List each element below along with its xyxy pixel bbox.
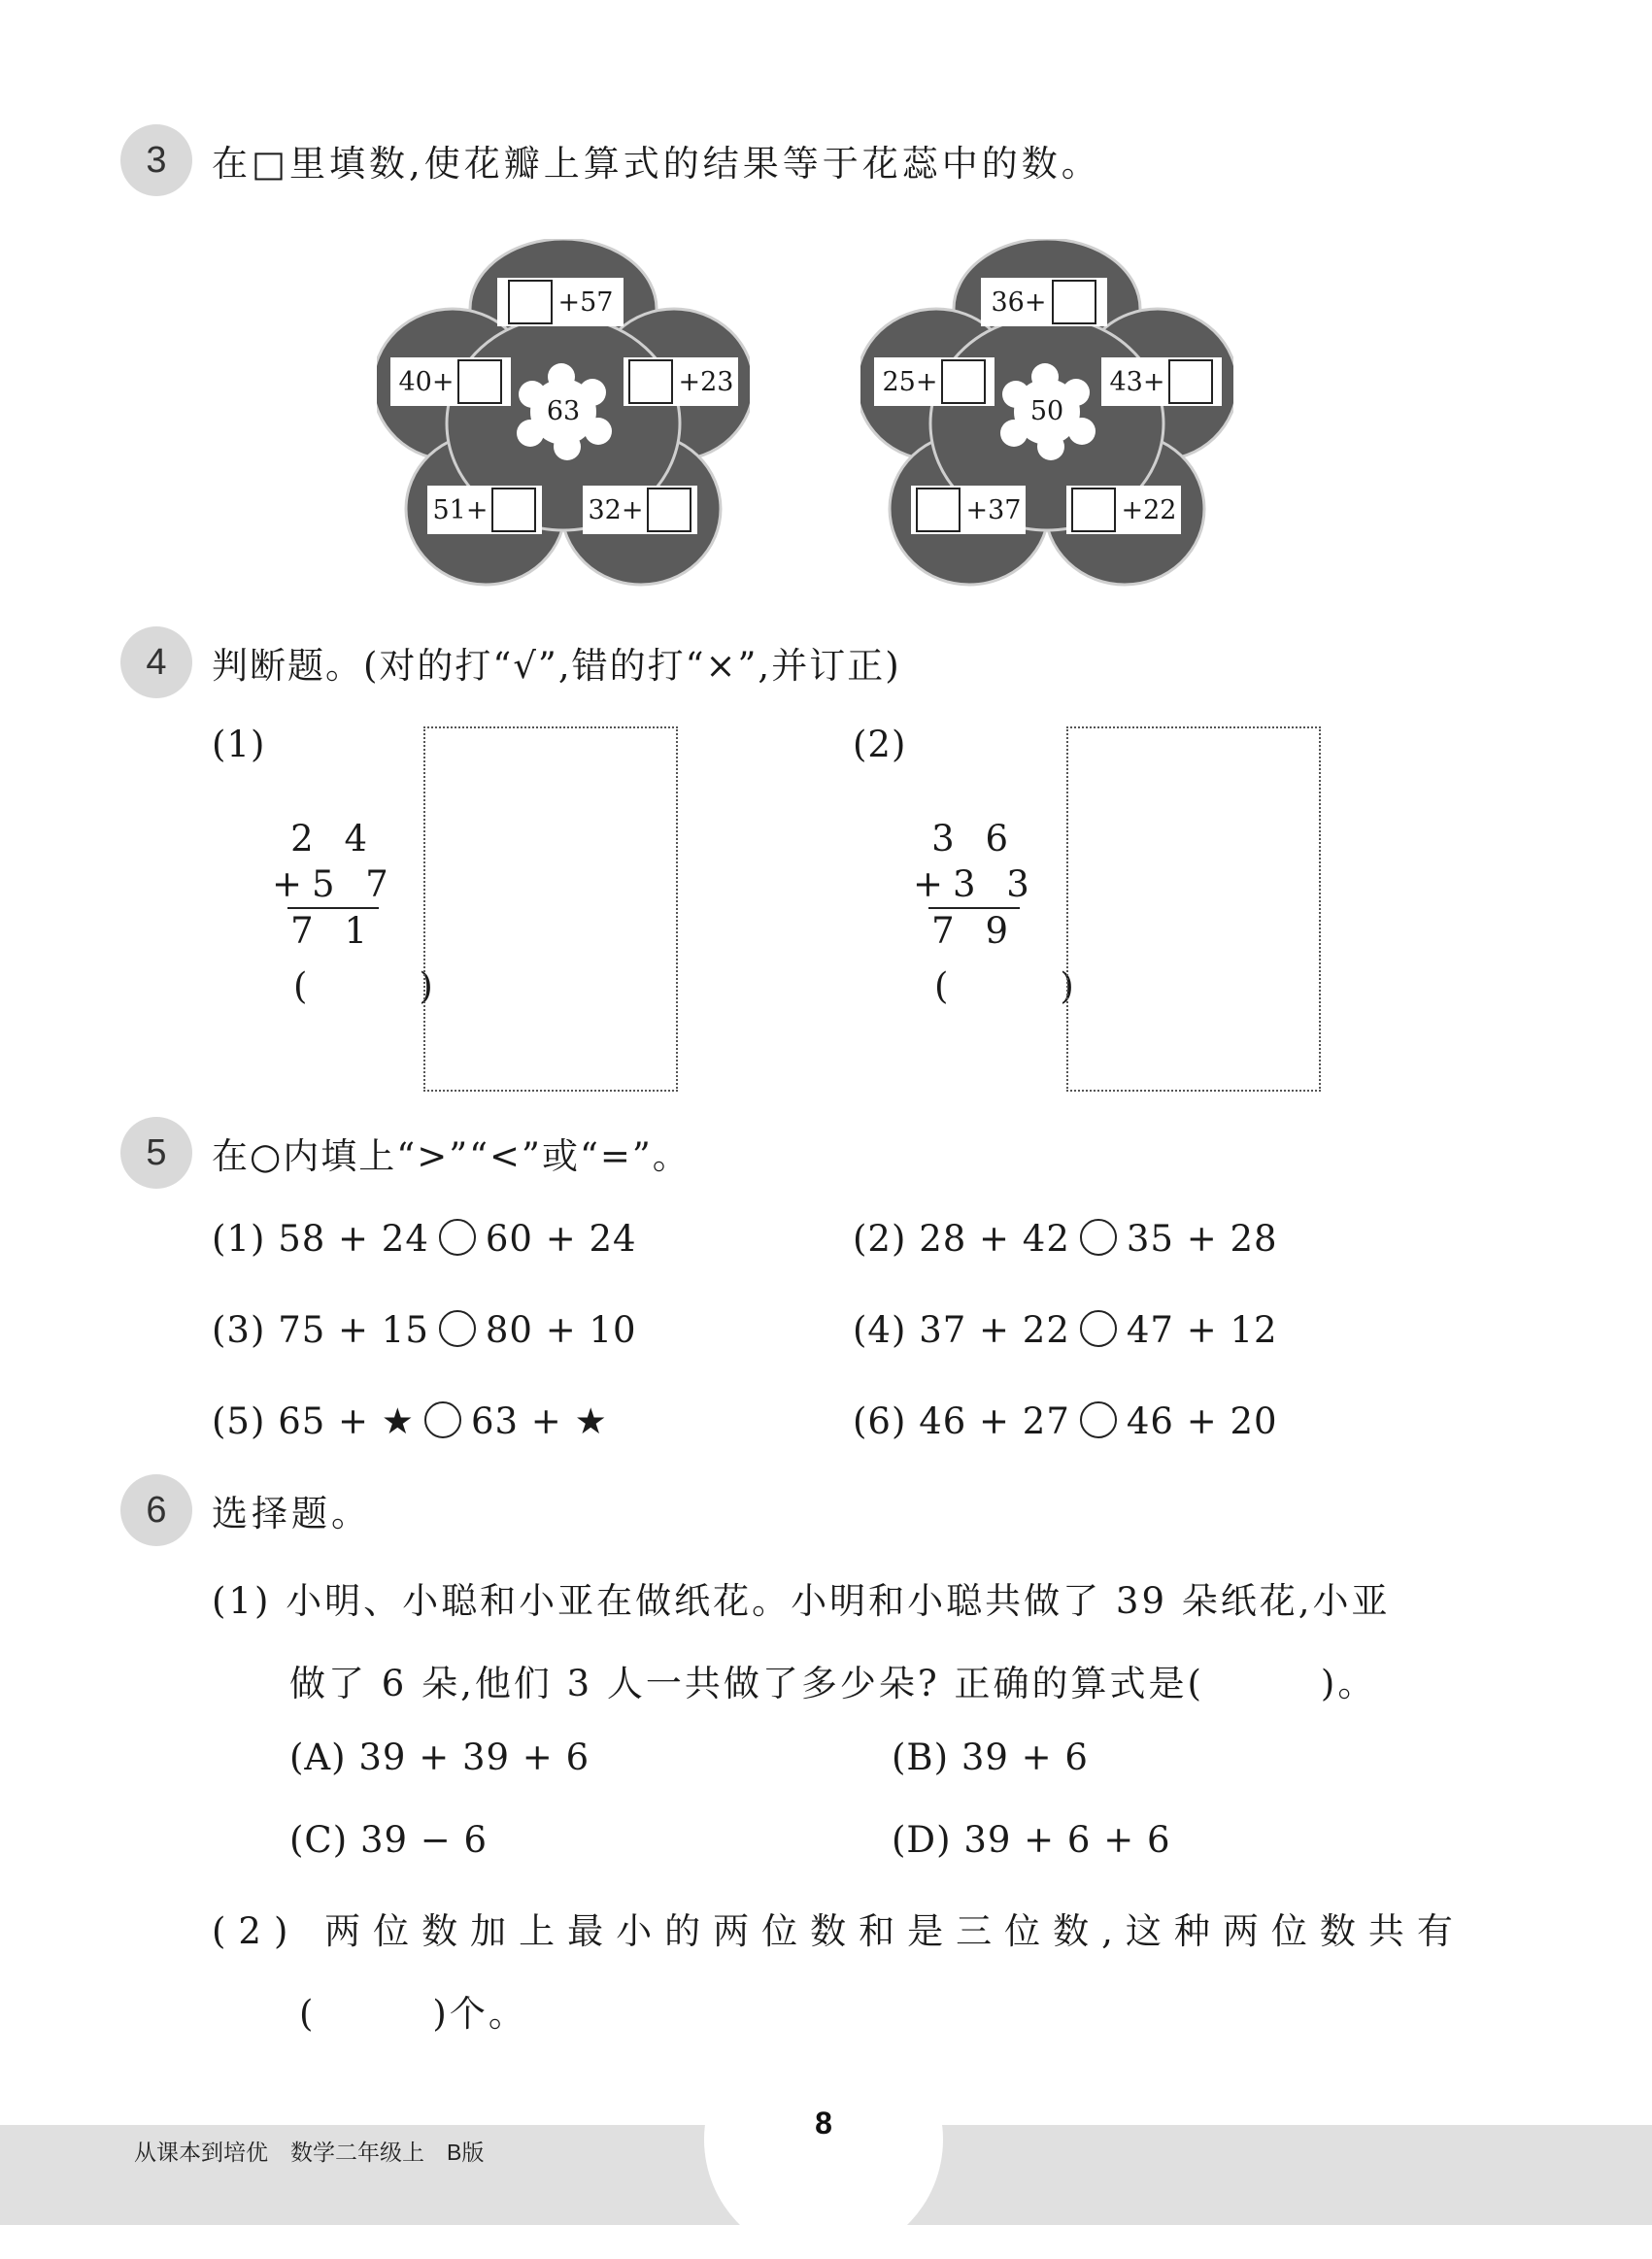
option-text: 39 − 6 <box>359 1819 489 1861</box>
option-label: (B) <box>892 1736 950 1778</box>
question-number: 3 <box>146 139 167 181</box>
footer-book-title: 从课本到培优 数学二年级上 B版 <box>134 2140 485 2165</box>
vertical-result: 7 9 <box>931 910 1018 952</box>
problem-text: (1) 小明、小聪和小亚在做纸花。小明和小聪共做了 39 朵纸花,小亚 <box>212 1580 1391 1622</box>
question-prompt: 在□里填数,使花瓣上算式的结果等于花蕊中的数。 <box>212 143 1101 185</box>
comparison-item <box>212 1400 608 1442</box>
flower-center-number: 50 <box>1029 396 1064 426</box>
question-number: 6 <box>146 1489 167 1531</box>
petal-expression <box>624 357 738 406</box>
question-number-badge <box>120 1117 192 1189</box>
option-label: (D) <box>892 1819 952 1861</box>
compare-circle[interactable] <box>1080 1401 1117 1438</box>
petal-expression <box>1101 357 1222 406</box>
petal-expression <box>911 486 1026 534</box>
left-expression: 37 + 22 <box>919 1309 1070 1351</box>
compare-circle[interactable] <box>439 1219 476 1256</box>
problem-text: (2) 两位数加上最小的两位数和是三位数,这种两位数共有 <box>212 1910 1466 1952</box>
petal-expression <box>427 486 542 534</box>
comparison-item <box>212 1309 637 1351</box>
petal-term: 43+ <box>1109 366 1165 397</box>
right-expression: 35 + 28 <box>1126 1218 1278 1260</box>
flower-puzzle-2 <box>860 239 1233 589</box>
answer-box[interactable] <box>508 280 553 324</box>
compare-circle[interactable] <box>439 1310 476 1347</box>
problem-text: ( )个。 <box>299 1993 527 2035</box>
item-label: (6) <box>853 1400 907 1442</box>
petal-term: +23 <box>678 366 734 397</box>
answer-box[interactable] <box>628 359 673 404</box>
left-expression: 28 + 42 <box>919 1218 1070 1260</box>
flower-center-number: 63 <box>546 396 581 426</box>
problem-text: 做了 6 朵,他们 3 人一共做了多少朵? 正确的算式是( )。 <box>289 1663 1377 1704</box>
question-prompt: 判断题。(对的打“√”,错的打“×”,并订正) <box>212 645 901 687</box>
answer-box[interactable] <box>941 359 986 404</box>
petal-term: 51+ <box>432 494 489 525</box>
vertical-addend: 2 4 <box>290 818 377 860</box>
left-expression: 65 + ★ <box>278 1400 415 1442</box>
petal-term: 25+ <box>882 366 938 397</box>
correction-box[interactable] <box>1066 726 1321 1092</box>
question-prompt: 选择题。 <box>212 1493 371 1534</box>
option-d[interactable] <box>892 1819 1171 1861</box>
vertical-addend: +3 3 <box>913 863 1039 905</box>
right-expression: 80 + 10 <box>485 1309 637 1351</box>
question-number-badge <box>120 1474 192 1546</box>
option-label: (A) <box>289 1736 347 1778</box>
petal-expression <box>1066 486 1181 534</box>
option-label: (C) <box>289 1819 349 1861</box>
right-expression: 63 + ★ <box>470 1400 608 1442</box>
petal-expression <box>583 486 697 534</box>
petal-term: 36+ <box>991 287 1047 318</box>
petal-expression <box>497 278 624 326</box>
answer-box[interactable] <box>916 488 961 532</box>
petal-term: +57 <box>557 287 614 318</box>
comparison-item <box>853 1309 1278 1351</box>
right-expression: 60 + 24 <box>485 1218 637 1260</box>
option-text: 39 + 6 + 6 <box>963 1819 1171 1861</box>
right-expression: 47 + 12 <box>1126 1309 1278 1351</box>
petal-term: +22 <box>1121 494 1177 525</box>
page-number: 8 <box>815 2106 832 2141</box>
answer-box[interactable] <box>1168 359 1213 404</box>
correction-box[interactable] <box>423 726 678 1092</box>
option-b[interactable] <box>892 1736 1089 1778</box>
question-prompt: 在○内填上“>”“<”或“=”。 <box>212 1135 691 1177</box>
vertical-result: 7 1 <box>290 910 377 952</box>
item-label: (3) <box>212 1309 266 1351</box>
item-label: (2) <box>853 724 907 765</box>
question-number: 5 <box>146 1131 167 1173</box>
vertical-addend: 3 6 <box>931 818 1018 860</box>
item-label: (1) <box>212 724 266 765</box>
answer-box[interactable] <box>457 359 502 404</box>
petal-term: 40+ <box>398 366 455 397</box>
comparison-item <box>212 1218 637 1260</box>
answer-box[interactable] <box>1052 280 1096 324</box>
item-label: (4) <box>853 1309 907 1351</box>
compare-circle[interactable] <box>424 1401 461 1438</box>
judgement-blank[interactable]: ( ) <box>293 965 434 1007</box>
vertical-sum-line <box>287 907 379 909</box>
vertical-sum-line <box>928 907 1020 909</box>
left-expression: 75 + 15 <box>278 1309 429 1351</box>
petal-expression <box>874 357 995 406</box>
petal-expression <box>981 278 1107 326</box>
option-text: 39 + 39 + 6 <box>358 1736 590 1778</box>
option-text: 39 + 6 <box>961 1736 1089 1778</box>
answer-box[interactable] <box>1071 488 1116 532</box>
item-label: (1) <box>212 1218 266 1260</box>
option-a[interactable] <box>289 1736 590 1778</box>
petal-expression <box>390 357 511 406</box>
judgement-blank[interactable]: ( ) <box>934 965 1075 1007</box>
item-label: (2) <box>853 1218 907 1260</box>
comparison-item <box>853 1218 1278 1260</box>
left-expression: 58 + 24 <box>278 1218 429 1260</box>
flower-puzzle-1 <box>377 239 750 589</box>
left-expression: 46 + 27 <box>919 1400 1070 1442</box>
vertical-addend: +5 7 <box>272 863 398 905</box>
option-c[interactable] <box>289 1819 488 1861</box>
item-label: (5) <box>212 1400 266 1442</box>
question-number-badge <box>120 626 192 698</box>
compare-circle[interactable] <box>1080 1310 1117 1347</box>
question-number-badge <box>120 124 192 196</box>
answer-box[interactable] <box>491 488 536 532</box>
right-expression: 46 + 20 <box>1126 1400 1278 1442</box>
question-number: 4 <box>146 641 167 683</box>
compare-circle[interactable] <box>1080 1219 1117 1256</box>
comparison-item <box>853 1400 1278 1442</box>
petal-term: 32+ <box>588 494 644 525</box>
petal-term: +37 <box>965 494 1022 525</box>
answer-box[interactable] <box>647 488 691 532</box>
